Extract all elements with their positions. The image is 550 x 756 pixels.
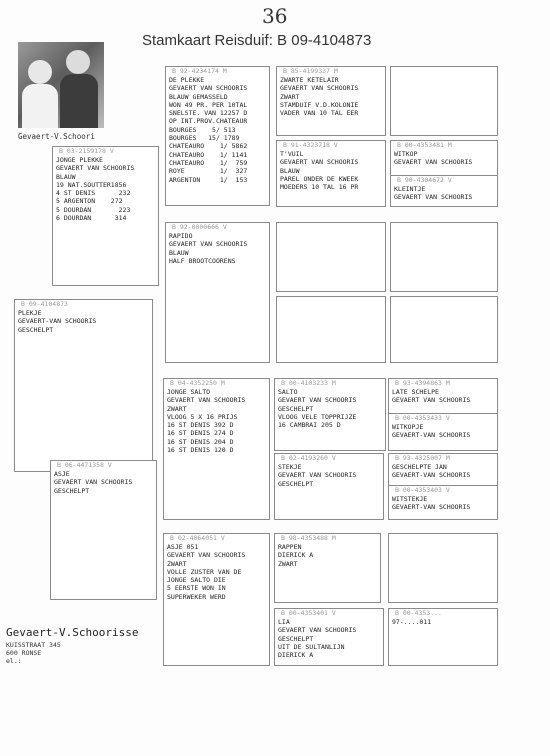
- ring-number: B 06-4471358 V: [57, 461, 112, 469]
- pigeon-info-line: T'VUIL: [280, 150, 304, 158]
- pigeon-info-line: KLEINTJE: [394, 185, 426, 193]
- pigeon-info-line: PAREL ONDER DE KWEEK: [280, 174, 359, 183]
- pigeon-card-mff[interactable]: [274, 378, 386, 451]
- pigeon-info-line: WITSTEKJE: [392, 495, 428, 503]
- pigeon-card-mfm-parents[interactable]: [388, 453, 498, 520]
- pigeon-info-line: 6 DOURDAN 314: [56, 214, 127, 223]
- pigeon-info-line: GEVAERT VAN SCHOORIS: [280, 84, 359, 93]
- pigeon-info-line: BLAUW GEMASSELD: [169, 92, 228, 101]
- pigeon-info-line: RAPIDO: [169, 232, 193, 240]
- pigeon-info-line: 97-....011: [392, 618, 432, 626]
- pigeon-card-fff[interactable]: [276, 66, 386, 136]
- pigeon-info-line: GEVAERT VAN SCHOORIS: [167, 396, 246, 405]
- pigeon-info-line: GEVAERT-VAN SCHOORIS: [392, 431, 471, 440]
- pigeon-info-line: UIT DE SULTANLIJN: [278, 642, 345, 651]
- ring-number: B 92-0000666 V: [172, 223, 227, 231]
- pigeon-card-ffm[interactable]: [276, 140, 386, 207]
- pigeon-info-line: GESCHELPTE JAN: [392, 463, 447, 471]
- pigeon-card-mmff[interactable]: [388, 533, 498, 603]
- pigeon-info-line: GEVAERT VAN SCHOORIS: [394, 193, 473, 202]
- pigeon-info-line: JONGE SALTO: [167, 388, 211, 396]
- pigeon-info-line: GESCHELPT: [278, 479, 314, 488]
- pigeon-info-line: MOEDERS 10 TAL 16 PR: [280, 183, 359, 192]
- ring-number: B 04-4352250 M: [170, 379, 225, 387]
- pigeon-info-line: 16 ST DENIS 204 D: [167, 437, 234, 446]
- ring-number: B 09-4104873: [21, 300, 68, 308]
- pigeon-info-line: LIA: [278, 618, 290, 626]
- pigeon-info-line: GEVAERT-VAN SCHOORIS: [392, 471, 471, 480]
- pigeon-info-line: 16 CAMBRAI 205 D: [278, 421, 341, 430]
- handwritten-number: 36: [262, 4, 288, 28]
- pigeon-info-line: ZWART: [278, 559, 298, 568]
- pigeon-info-line: VOLLE ZUSTER VAN DE: [167, 567, 242, 576]
- owner-name: Gevaert-V.Schoorisse: [6, 626, 139, 639]
- pigeon-info-line: 16 ST DENIS 274 D: [167, 429, 234, 438]
- pigeon-info-line: BOURGES 5/ 513: [169, 125, 236, 134]
- pigeon-card-ffmf[interactable]: [391, 141, 497, 175]
- ring-number: B 90-4304672 V: [397, 176, 452, 184]
- pigeon-info-line: GEVAERT-VAN SCHOORIS: [392, 503, 471, 512]
- photo-caption: Gevaert-V.Schoori: [18, 132, 95, 141]
- pigeon-card-mffa[interactable]: [389, 379, 497, 413]
- pigeon-card-mother-sire[interactable]: [163, 378, 270, 520]
- ring-number: B 03-2159178 V: [59, 147, 114, 155]
- pigeon-info-line: ZWART: [167, 559, 187, 568]
- pigeon-info-line: BOURGES 15/ 1789: [169, 134, 240, 143]
- pigeon-info-line: SALTO: [278, 388, 298, 396]
- pigeon-info-line: GESCHELPT: [54, 486, 90, 495]
- pigeon-info-line: WON 49 PR. PER 10TAL: [169, 100, 248, 109]
- pigeon-info-line: SNELSTE. VAN 12257 D: [169, 109, 248, 118]
- pigeon-card-fmff[interactable]: [390, 222, 498, 292]
- pigeon-info-line: 16 ST DENIS 120 D: [167, 446, 234, 455]
- pigeon-card-mmm[interactable]: [274, 608, 384, 666]
- pigeon-info-line: GEVAERT-VAN SCHOORIS: [18, 317, 97, 326]
- pigeon-info-line: CHATEAURO 1/ 5862: [169, 142, 248, 151]
- pigeon-info-line: GESCHELPT: [278, 404, 314, 413]
- pigeon-card-mfmb[interactable]: [389, 485, 497, 519]
- ring-number: B 91-4323718 V: [283, 141, 338, 149]
- owner-phone: el.:: [6, 657, 22, 665]
- pigeon-card-mother-dam[interactable]: [163, 533, 270, 666]
- pigeon-info-line: RAPPEN: [278, 543, 302, 551]
- pigeon-info-line: WITKOP: [394, 150, 418, 158]
- pigeon-info-line: 4 ST DENIS 232: [56, 189, 131, 198]
- pigeon-info-line: VLOOG VELE TOPPRIJZE: [278, 412, 357, 421]
- pigeon-card-subject[interactable]: [14, 299, 153, 472]
- ring-number: B 00-4103233 M: [281, 379, 336, 387]
- ring-number: B 98-4353488 M: [281, 534, 336, 542]
- pigeon-card-mmf[interactable]: [274, 533, 381, 603]
- pigeon-info-line: GEVAERT VAN SCHOORIS: [278, 471, 357, 480]
- pigeon-info-line: DE PLEKKE: [169, 76, 205, 84]
- pigeon-card-mother[interactable]: [50, 460, 157, 600]
- pigeon-info-line: HALF BROOTCOORENS: [169, 256, 236, 265]
- pigeon-info-line: JONGE SALTO DIE: [167, 576, 226, 585]
- pigeon-info-line: GEVAERT VAN SCHOORIS: [278, 626, 357, 635]
- pigeon-info-line: GESCHELPT: [278, 634, 314, 643]
- owner-street: KUISSTRAAT 345: [6, 641, 61, 649]
- pigeon-info-line: PLEKJE: [18, 309, 42, 317]
- pigeon-info-line: ZWART: [167, 404, 187, 413]
- pigeon-info-line: STEKJE: [278, 463, 302, 471]
- pigeon-card-fmf[interactable]: [276, 222, 386, 292]
- pigeon-card-ffm-parents[interactable]: [390, 140, 498, 207]
- owner-city: 600 RONSE: [6, 649, 42, 657]
- pigeon-card-father[interactable]: [52, 146, 159, 286]
- pigeon-info-line: GEVAERT VAN SCHOORIS: [394, 158, 473, 167]
- pigeon-info-line: 5 ARGENTON 272: [56, 197, 123, 206]
- pigeon-info-line: BLAUW: [169, 248, 189, 257]
- ring-number: B 00-4353...: [395, 609, 442, 617]
- ring-number: B 02-4064051 V: [170, 534, 225, 542]
- ring-number: B 93-4325007 M: [395, 454, 450, 462]
- pigeon-card-mffb[interactable]: [389, 413, 497, 450]
- pigeon-info-line: GESCHELPT: [18, 325, 54, 334]
- pigeon-card-mff-parents[interactable]: [388, 378, 498, 451]
- pigeon-info-line: DIERICK A: [278, 551, 314, 560]
- pigeon-card-father-sire[interactable]: [165, 66, 270, 206]
- pigeon-info-line: SUPERWEKER WERD: [167, 592, 226, 601]
- pigeon-info-line: ZWARTE KETELAIR: [280, 76, 339, 84]
- pigeon-info-line: WITKOPJE: [392, 423, 424, 431]
- owner-photo: [18, 42, 104, 128]
- pigeon-info-line: BLAUW: [56, 172, 76, 181]
- pigeon-info-line: STAMDUIF V.D.KOLONIE: [280, 100, 359, 109]
- pigeon-info-line: LATE SCHELPE: [392, 388, 439, 396]
- pigeon-info-line: 16 ST DENIS 392 D: [167, 421, 234, 430]
- pigeon-info-line: ZWART: [280, 92, 300, 101]
- pigeon-info-line: JONGE PLEKKE: [56, 156, 103, 164]
- pigeon-info-line: ASJE: [54, 470, 70, 478]
- pigeon-info-line: DIERICK A: [278, 651, 314, 660]
- pigeon-info-line: VADER VAN 10 TAL EER: [280, 109, 359, 118]
- pigeon-card-fmm[interactable]: [276, 296, 386, 363]
- pigeon-info-line: GEVAERT VAN SCHOORIS: [392, 396, 471, 405]
- ring-number: B 92-4234174 M: [172, 67, 227, 75]
- ring-number: B 93-4394863 M: [395, 379, 450, 387]
- pigeon-card-mmmb[interactable]: [388, 608, 498, 666]
- pigeon-info-line: ARGENTON 1/ 153: [169, 175, 248, 184]
- pigeon-info-line: VLOOG 5 X 16 PRIJS: [167, 412, 238, 421]
- ring-number: B 02-4193260 V: [281, 454, 336, 462]
- pigeon-card-mfm[interactable]: [274, 453, 384, 520]
- pigeon-info-line: 5 EERSTE WON IN: [167, 584, 226, 593]
- ring-number: B 00-4353401 V: [281, 609, 336, 617]
- pigeon-info-line: 19 NAT.SOUTTER1856: [56, 180, 127, 189]
- ring-number: B 00-4353403 V: [395, 486, 450, 494]
- pigeon-info-line: GEVAERT VAN SCHOORIS: [54, 478, 133, 487]
- pigeon-info-line: ASJE 051: [167, 543, 199, 551]
- pigeon-card-ffmm[interactable]: [391, 175, 497, 206]
- pigeon-info-line: GEVAERT VAN SCHOORIS: [280, 158, 359, 167]
- pigeon-info-line: GEVAERT VAN SCHOORIS: [169, 84, 248, 93]
- page-title: Stamkaart Reisduif: B 09-4104873: [142, 32, 372, 49]
- pigeon-info-line: GEVAERT VAN SCHOORIS: [278, 396, 357, 405]
- pigeon-card-fmmm[interactable]: [390, 296, 498, 363]
- pigeon-info-line: 5 DOURDAN 223: [56, 205, 131, 214]
- pigeon-info-line: GEVAERT VAN SCHOORIS: [167, 551, 246, 560]
- pigeon-info-line: CHATEAURO 1/ 759: [169, 158, 248, 167]
- ring-number: B 85-4199337 M: [283, 67, 338, 75]
- pigeon-info-line: OP INT.PROV.CHATEAUR: [169, 117, 248, 126]
- pigeon-card-mfma[interactable]: [389, 454, 497, 485]
- pigeon-info-line: ROYE 1/ 327: [169, 167, 248, 176]
- ring-number: B 00-4353433 V: [395, 414, 450, 422]
- pigeon-info-line: CHATEAURO 1/ 1141: [169, 150, 248, 159]
- pigeon-info-line: GEVAERT VAN SCHOORIS: [169, 240, 248, 249]
- pigeon-card-father-dam[interactable]: [165, 222, 270, 363]
- ring-number: B 00-4353481 M: [397, 141, 452, 149]
- pigeon-info-line: GEVAERT VAN SCHOORIS: [56, 164, 135, 173]
- pigeon-card-ffff[interactable]: [390, 66, 498, 136]
- pigeon-info-line: BLAUW: [280, 166, 300, 175]
